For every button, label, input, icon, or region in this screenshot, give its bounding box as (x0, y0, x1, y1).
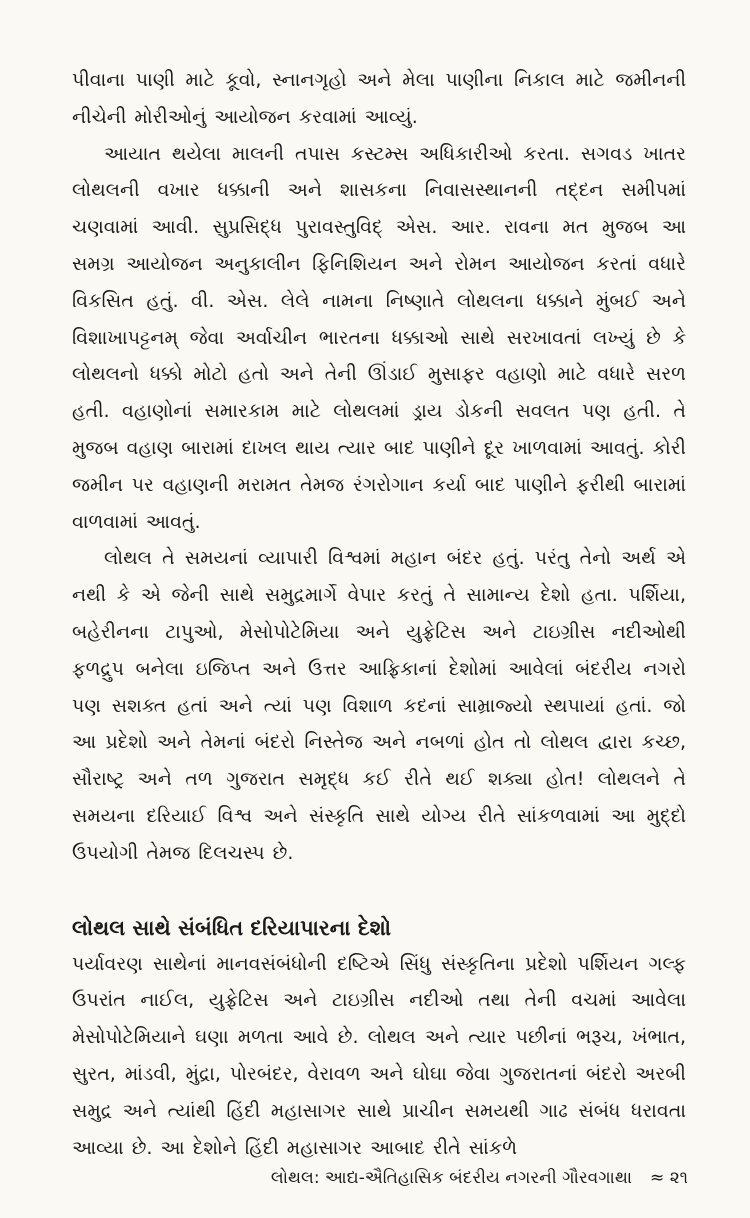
paragraph-trade-world: લોથલ તે સમયનાં વ્યાપારી વિશ્વમાં મહાન બંદર હતું. પરંતુ તેનો અર્થ એ નથી કે એ જેની સાથે સમુદ્રમાર્ગે વેપાર કરતું તે સામાન્ય દેશો હતા. પર્શિયા, બહેરીનના ટાપુઓ, મેસોપોટેમિયા અને યુફ્રેટિસ અને ટાઇગ્રીસ નદીઓથી ફળદ્રુપ બનેલા ઇજિપ્ત અને ઉત્તર આફ્રિકાનાં દેશોમાં આવેલાં બંદરીય નગરો પણ સશક્ત હતાં અને ત્યાં પણ વિશાળ કદનાં સામ્રાજ્યો સ્થપાયાં હતાં. જો આ પ્રદેશો અને તેમનાં બંદરો નિસ્તેજ અને નબળાં હોત તો લોથલ દ્વારા કચ્છ, સૌરાષ્ટ્ર અને તળ ગુજરાત સમૃદ્ધ કઈ રીતે થઈ શક્યા હોત! લોથલને તે સમયના દરિયાઈ વિશ્વ અને સંસ્કૃતિ સાથે યોગ્ય રીતે સાંકળવામાં આ મુદ્દો ઉપયોગી તેમજ દિલચસ્પ છે. (72, 547, 686, 864)
page-footer (271, 1166, 688, 1190)
page-mark: ≈ (650, 1168, 665, 1188)
running-title: લોથલ: આદ્ય-ઐતિહાસિક બંદરીય નગરની ગૌરવગાથા (270, 1168, 633, 1188)
page-number: ૨૧ (669, 1168, 688, 1188)
paragraph-continued: પીવાના પાણી માટે કૂવો, સ્નાનગૃહો અને મેલા પાણીના નિકાલ માટે જમીનની નીચેની મોરીઓનું આયોજન કરવામાં આવ્યું. (72, 69, 686, 128)
paragraph-customs-dock: આયાત થયેલા માલની તપાસ કસ્ટમ્સ અધિકારીઓ કરતા. સગવડ ખાતર લોથલની વખાર ધક્કાની અને શાસકના નિવાસસ્થાનની તદ્દન સમીપમાં ચણવામાં આવી. સુપ્રસિદ્ધ પુરાવસ્તુવિદ્ એસ. આર. રાવના મત મુજબ આ સમગ્ર આયોજન અનુકાલીન ફિનિશિયન અને રોમન આયોજન કરતાં વધારે વિકસિત હતું. વી. એસ. લેલે નામના નિષ્ણાતે લોથલના ધક્કાને મુંબઈ અને વિશાખાપટ્ટનમ્ જેવા અર્વાચીન ભારતના ધક્કાઓ સાથે સરખાવતાં લખ્યું છે કે લોથલનો ધક્કો મોટો હતો અને તેની ઊંડાઈ મુસાફર વહાણો માટે વધારે સરળ હતી. વહાણોનાં સમારકામ માટે લોથલમાં ડ્રાય ડોકની સવલત પણ હતી. તે મુજબ વહાણ બારામાં દાખલ થાય ત્યાર બાદ પાણીને દૂર ખાળવામાં આવતું. કોરી જમીન પર વહાણની મરામત તેમજ રંગરોગાન કર્યા બાદ પાણીને ફરીથી બારામાં વાળવામાં આવતું. (72, 142, 686, 533)
section-heading: લોથલ સાથે સંબંધિત દરિયાપારના દેશો (72, 915, 392, 940)
section-paragraph: પર્યાવરણ સાથેનાં માનવસંબંધોની દષ્ટિએ સિંધુ સંસ્કૃતિના પ્રદેશો પર્શિયન ગલ્ફ ઉપરાંત નાઈલ, યુફ્રેટિસ અને ટાઇગ્રીસ નદીઓ તથા તેની વચમાં આવેલા મેસોપોટેમિયાને ઘણા મળતા આવે છે. લોથલ અને ત્યાર પછીનાં ભરૂચ, ખંભાત, સુરત, માંડવી, મુંદ્રા, પોરબંદર, વેરાવળ અને ઘોઘા જેવા ગુજરાતનાં બંદરો અરબી સમુદ્ર અને ત્યાંથી હિંદી મહાસાગર સાથે પ્રાચીન સમયથી ગાઢ સંબંધ ધરાવતા આવ્યા છે. આ દેશોને હિંદી મહાસાગર આબાદ રીતે સાંકળે (72, 952, 686, 1159)
